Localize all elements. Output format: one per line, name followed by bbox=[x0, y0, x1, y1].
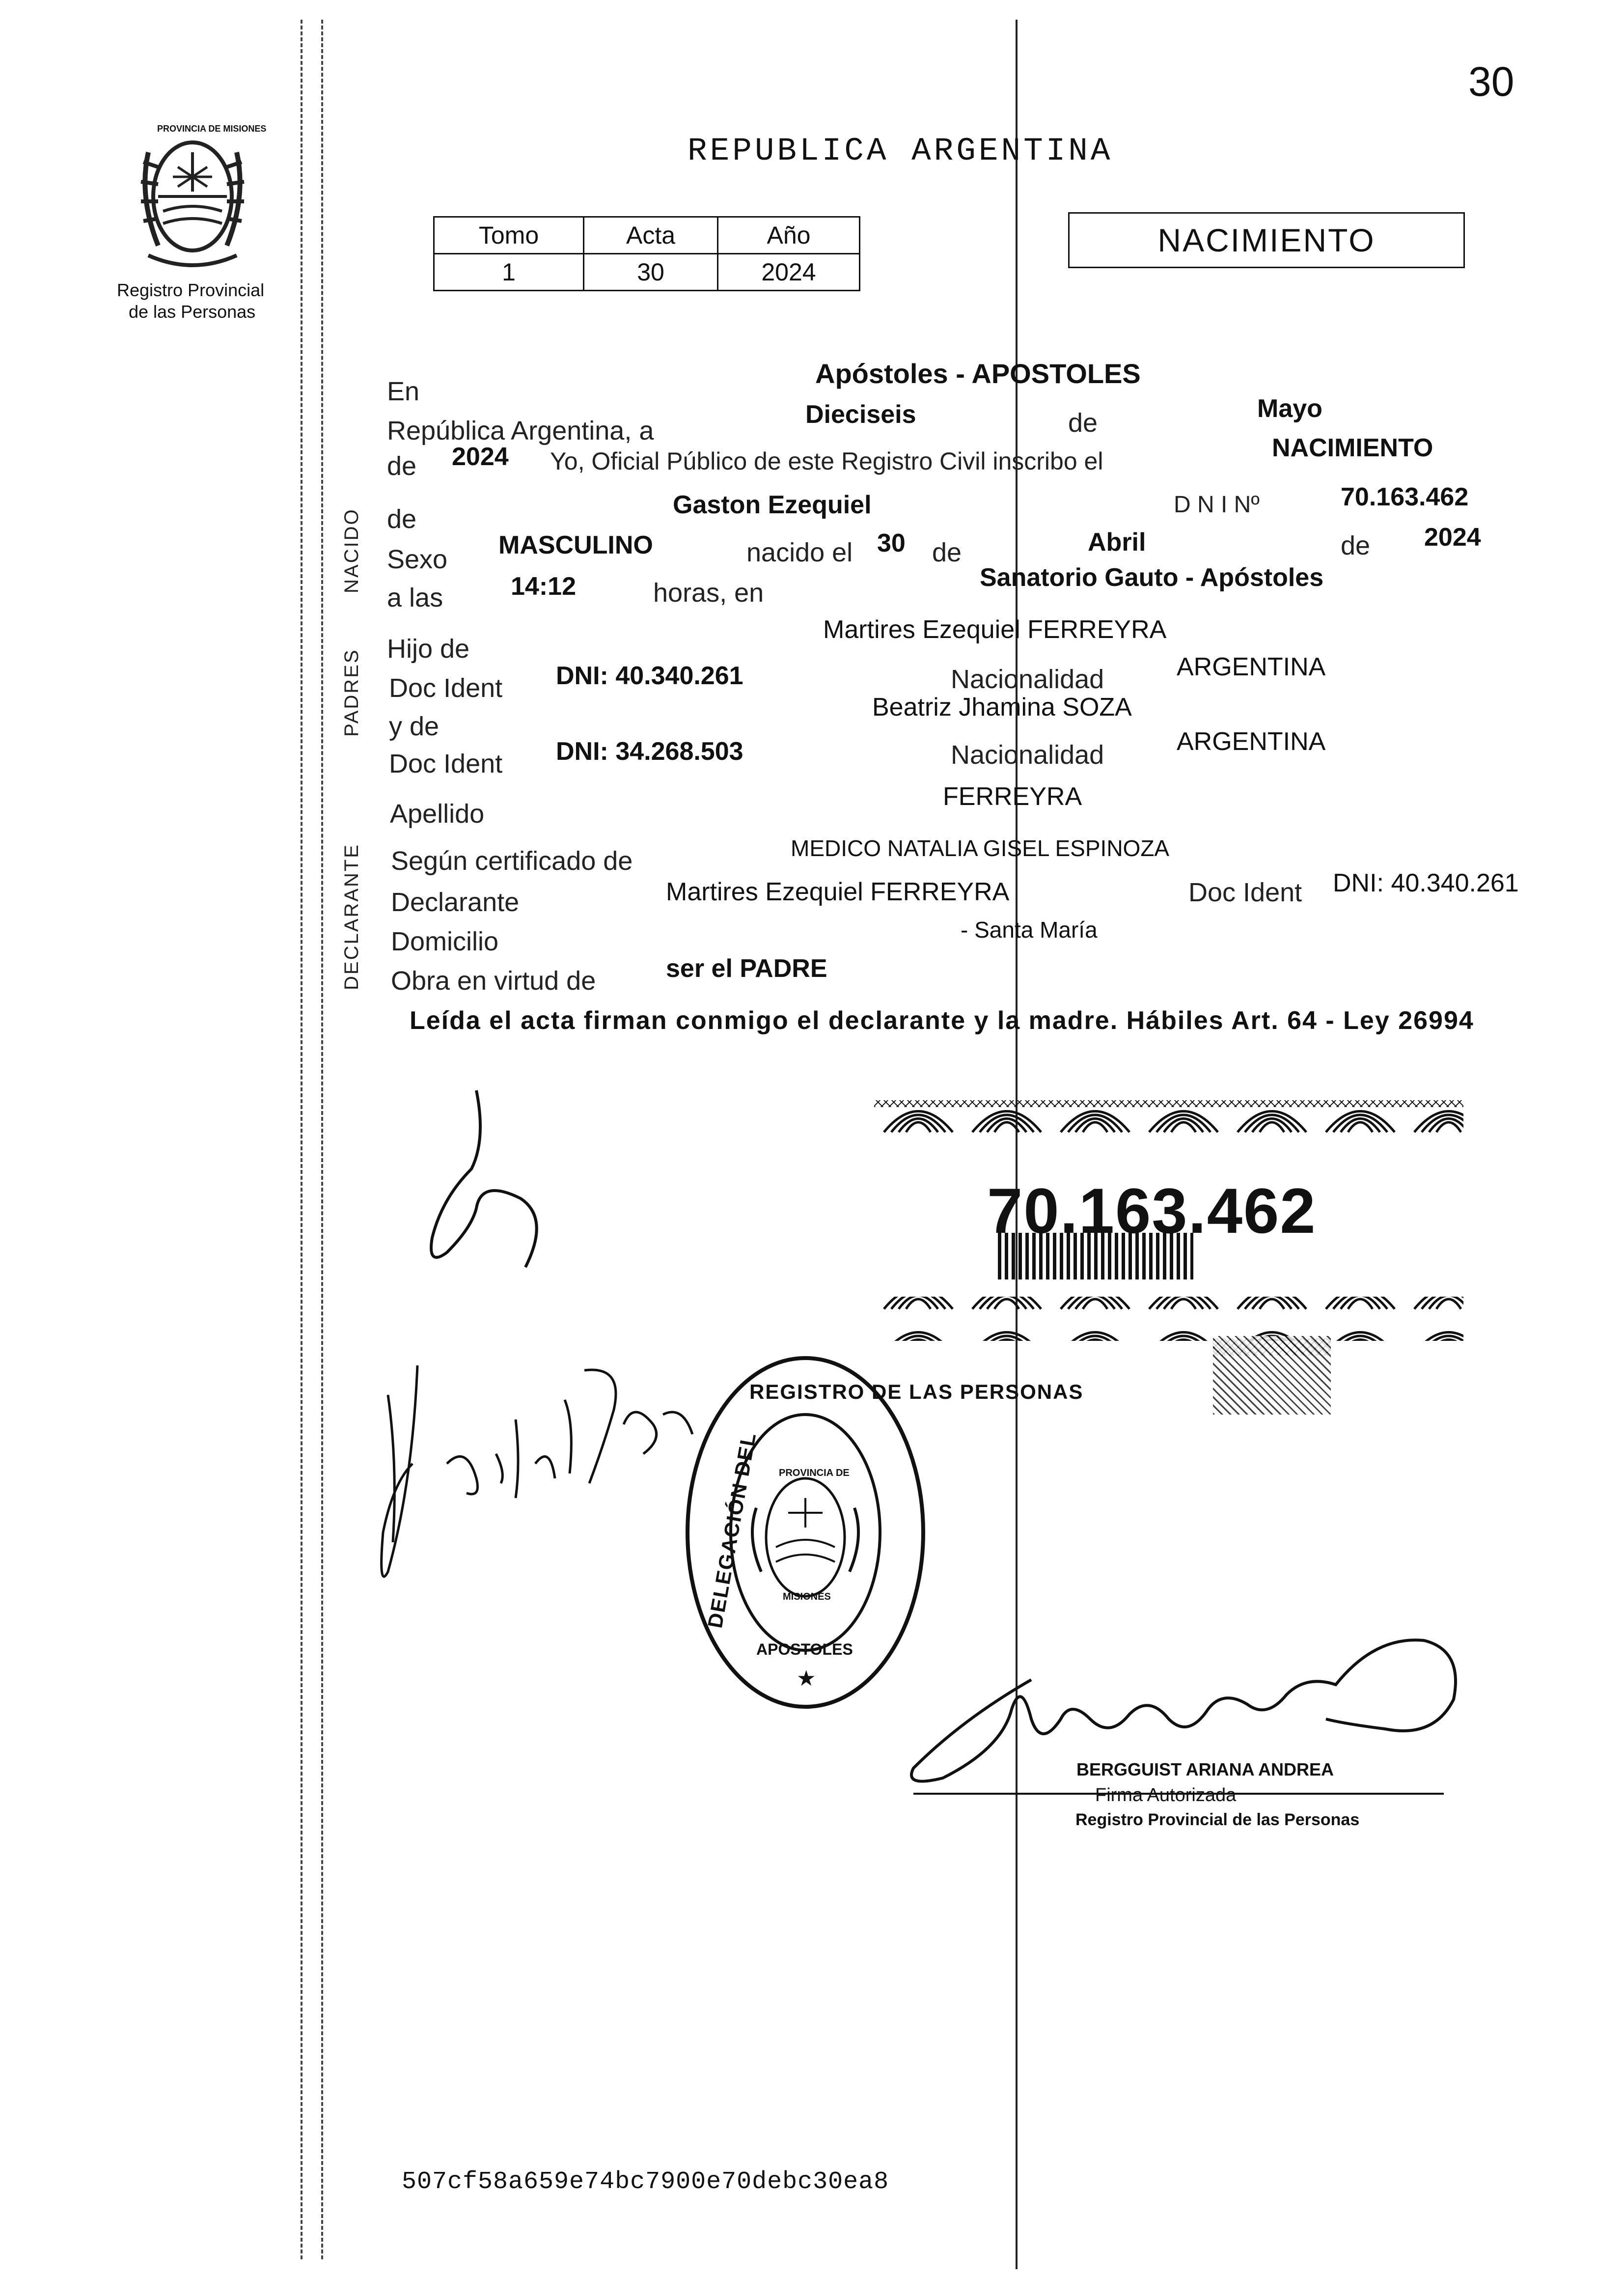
record-table bbox=[433, 216, 860, 291]
label-de-name: de bbox=[387, 504, 417, 534]
label-nacionalidad-2: Nacionalidad bbox=[951, 740, 1104, 770]
label-yo-oficial: Yo, Oficial Público de este Registro Civil inscribo el bbox=[550, 447, 1103, 475]
certificate-type-box bbox=[1068, 212, 1465, 268]
label-en: En bbox=[387, 377, 420, 406]
label-apellido: Apellido bbox=[390, 799, 485, 829]
value-address: - Santa María bbox=[961, 917, 1098, 943]
label-dni-no: D N I Nº bbox=[1174, 492, 1260, 518]
value-name: Gaston Ezequiel bbox=[673, 491, 872, 519]
security-hologram bbox=[1213, 1336, 1331, 1415]
section-label-declarante: DECLARANTE bbox=[341, 843, 362, 990]
stamp-inner-top: PROVINCIA DE bbox=[779, 1468, 850, 1478]
value-ano: 2024 bbox=[718, 254, 860, 291]
label-doc-ident-1: Doc Ident bbox=[389, 673, 503, 703]
official-role: Firma Autorizada bbox=[1095, 1785, 1237, 1806]
value-declarant: Martires Ezequiel FERREYRA bbox=[666, 878, 1010, 906]
declarant-signature bbox=[413, 1081, 570, 1287]
margin-line-right bbox=[321, 20, 323, 2259]
value-father-nationality: ARGENTINA bbox=[1177, 653, 1326, 681]
province-logo bbox=[129, 123, 267, 275]
logo-caption-line2: de las Personas bbox=[129, 302, 256, 322]
label-nacido-el: nacido el bbox=[746, 538, 853, 567]
value-month: Mayo bbox=[1257, 394, 1322, 423]
value-birth-day: 30 bbox=[877, 529, 906, 557]
value-surname: FERREYRA bbox=[943, 782, 1082, 811]
value-birth-year: 2024 bbox=[1424, 523, 1481, 552]
header-acta: Acta bbox=[584, 217, 718, 254]
value-dni: 70.163.462 bbox=[1341, 483, 1469, 511]
document-hash: 507cf58a659e74bc7900e70debc30ea8 bbox=[402, 2168, 889, 2196]
value-father: Martires Ezequiel FERREYRA bbox=[823, 615, 1167, 644]
label-obra-en-virtud: Obra en virtud de bbox=[391, 966, 596, 996]
label-de-birth-month: de bbox=[932, 538, 962, 567]
label-doc-ident-2: Doc Ident bbox=[389, 749, 503, 778]
official-office: Registro Provincial de las Personas bbox=[1075, 1810, 1360, 1829]
logo-seal-text: PROVINCIA DE MISIONES bbox=[157, 124, 267, 134]
country-title: REPUBLICA ARGENTINA bbox=[688, 133, 1113, 169]
label-de-year: de bbox=[387, 451, 417, 481]
value-by-virtue: ser el PADRE bbox=[666, 954, 827, 983]
section-label-padres: PADRES bbox=[341, 648, 362, 737]
header-tomo: Tomo bbox=[434, 217, 584, 254]
stamp-left-text: DELEGACIÓN DEL bbox=[703, 1430, 761, 1630]
label-de-birth-year: de bbox=[1341, 531, 1371, 560]
label-nacionalidad-1: Nacionalidad bbox=[951, 665, 1104, 694]
value-acta: 30 bbox=[584, 254, 718, 291]
page-number: 30 bbox=[1468, 58, 1514, 105]
closing-text: Leída el acta firman conmigo el declarante y la madre. Hábiles Art. 64 - Ley 26994 bbox=[410, 1006, 1474, 1035]
province-seal-icon bbox=[129, 123, 256, 275]
stamp-star-icon: ★ bbox=[797, 1667, 816, 1691]
label-sexo: Sexo bbox=[387, 545, 448, 574]
logo-caption-line1: Registro Provincial bbox=[117, 280, 265, 300]
label-doc-ident-decl: Doc Ident bbox=[1188, 878, 1302, 907]
label-y-de: y de bbox=[389, 712, 440, 741]
sticker-number: 70.163.462 bbox=[987, 1175, 1317, 1247]
label-declarante: Declarante bbox=[391, 888, 520, 917]
value-day-text: Dieciseis bbox=[805, 400, 916, 429]
section-label-nacido: NACIDO bbox=[341, 508, 362, 593]
margin-line-left bbox=[301, 20, 303, 2259]
value-certificate-by: MEDICO NATALIA GISEL ESPINOZA bbox=[791, 835, 1170, 861]
official-name: BERGGUIST ARIANA ANDREA bbox=[1076, 1759, 1334, 1779]
value-mother-nationality: ARGENTINA bbox=[1177, 727, 1326, 756]
table-value-row bbox=[434, 254, 860, 291]
label-domicilio: Domicilio bbox=[391, 927, 499, 956]
stamp-inner-bottom: MISIONES bbox=[783, 1591, 831, 1602]
value-birth-place: Sanatorio Gauto - Apóstoles bbox=[980, 563, 1324, 592]
value-mother: Beatriz Jhamina SOZA bbox=[872, 693, 1132, 722]
value-sex: MASCULINO bbox=[498, 531, 653, 559]
label-republica: República Argentina, a bbox=[387, 416, 654, 445]
certificate-type: NACIMIENTO bbox=[1157, 222, 1376, 258]
label-de-month: de bbox=[1068, 408, 1098, 438]
value-tomo: 1 bbox=[434, 254, 584, 291]
value-declarant-dni: DNI: 40.340.261 bbox=[1333, 869, 1519, 897]
value-birth-month: Abril bbox=[1088, 528, 1146, 556]
stamp-city: APOSTOLES bbox=[756, 1640, 853, 1658]
label-horas-en: horas, en bbox=[653, 578, 764, 608]
registry-stamp bbox=[683, 1351, 1084, 1714]
label-hijo-de: Hijo de bbox=[387, 634, 470, 664]
value-mother-dni: DNI: 34.268.503 bbox=[556, 737, 743, 766]
value-place: Apóstoles - APOSTOLES bbox=[815, 358, 1141, 389]
value-father-dni: DNI: 40.340.261 bbox=[556, 662, 743, 690]
stamp-top-text: REGISTRO DE LAS PERSONAS bbox=[749, 1380, 1084, 1403]
security-sticker bbox=[874, 1090, 1463, 1356]
label-segun-certificado: Según certificado de bbox=[391, 846, 633, 876]
mother-signature bbox=[358, 1336, 702, 1591]
value-birth-time: 14:12 bbox=[511, 572, 576, 601]
value-year: 2024 bbox=[452, 443, 509, 471]
header-ano: Año bbox=[718, 217, 860, 254]
label-a-las: a las bbox=[387, 583, 443, 612]
table-header-row bbox=[434, 217, 860, 254]
value-act-type: NACIMIENTO bbox=[1272, 434, 1433, 462]
